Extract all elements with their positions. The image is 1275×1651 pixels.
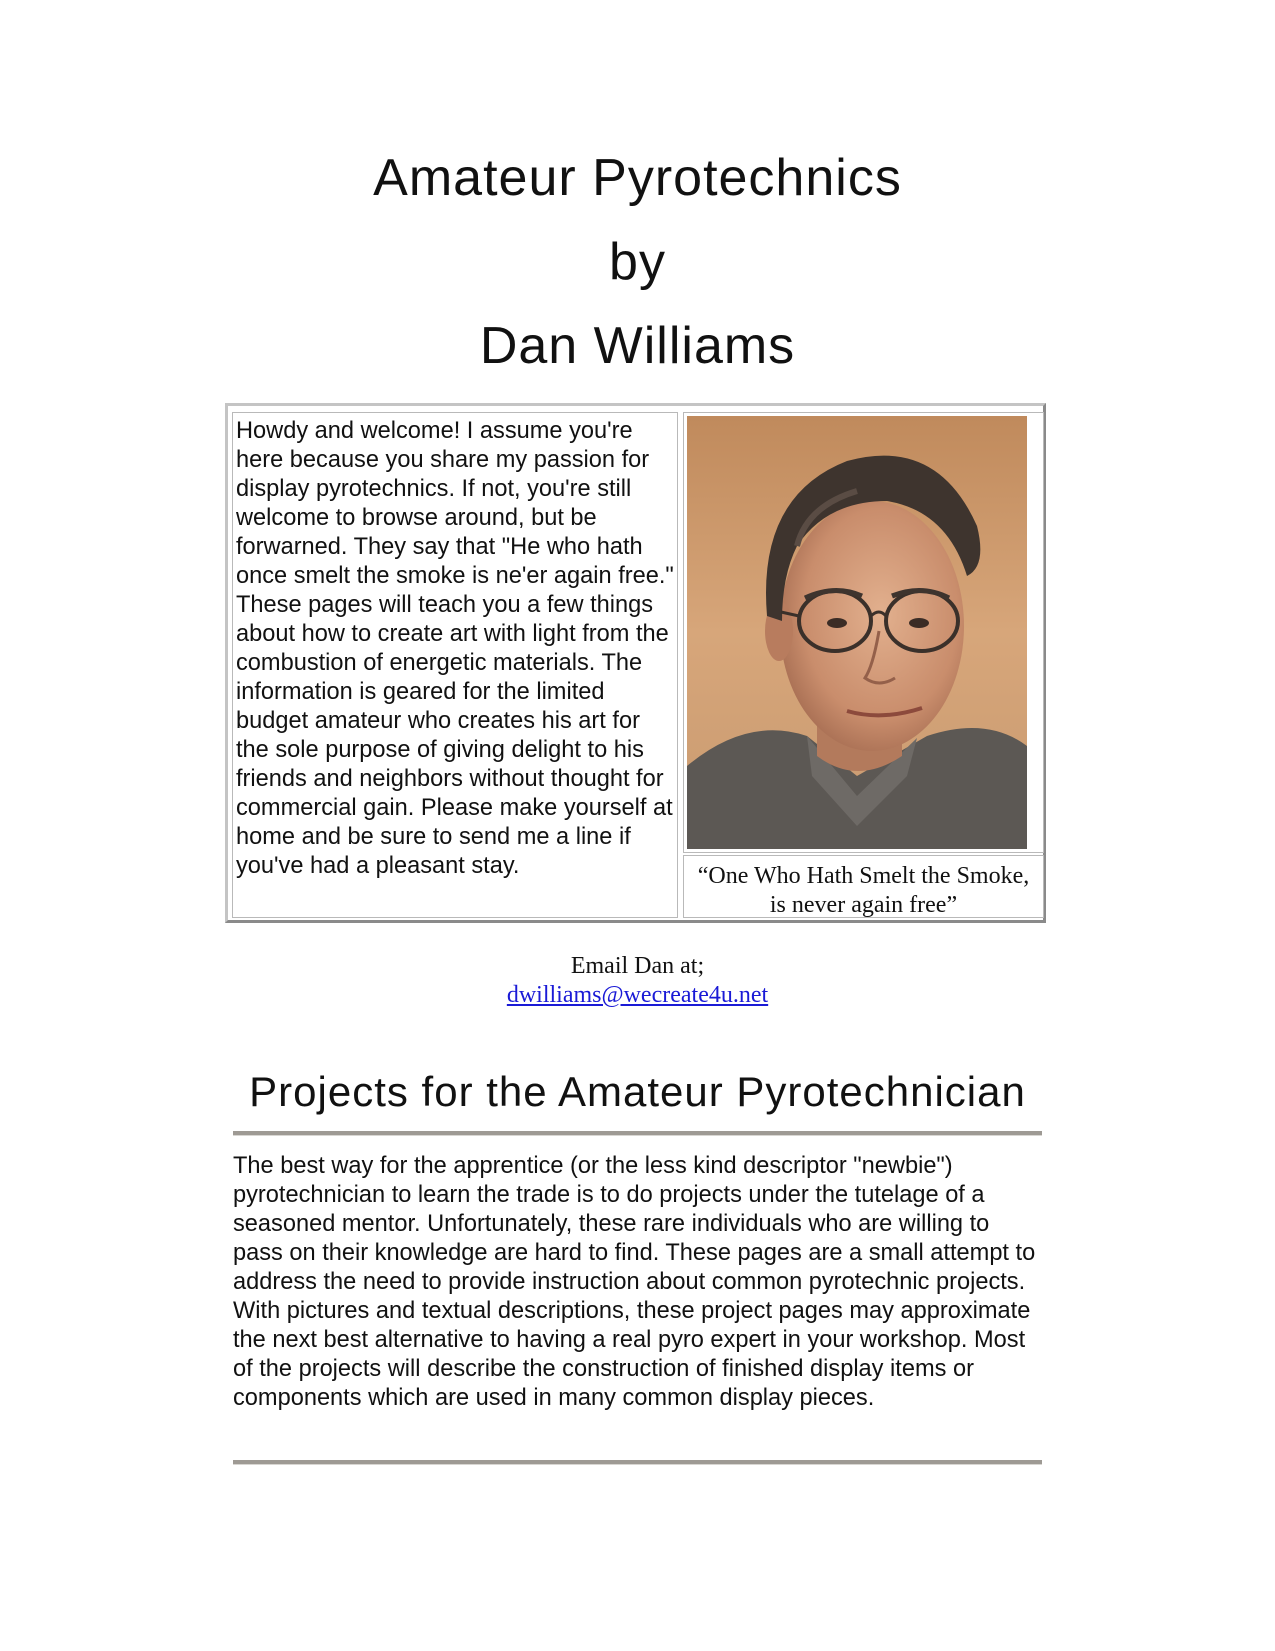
byline-by: by [609,233,666,291]
intro-table [225,403,1046,923]
email-label: Email Dan at; [570,953,705,979]
email-link[interactable]: dwilliams@wecreate4u.net [506,982,769,1008]
photo-caption-line-1: “One Who Hath Smelt the Smoke, [697,863,1030,889]
author-name: Dan Williams [479,317,796,375]
intro-paragraph: Howdy and welcome! I assume you're here because you share my passion for display pyrotechnics. If not, you're still welcome to browse around, but be forwarned. They say that "He who hath once smelt the smoke is ne'er again free." These pages will teach you a few things about how to create art with light from the combustion of energetic materials. The information is geared for the limited budget amateur who creates his art for the sole purpose of giving delight to his friends and neighbors without thought for commercial gain. Please make yourself at home and be sure to send me a line if you've had a pleasant stay. [236,418,674,879]
intro-text-cell [232,412,678,918]
page-title: Amateur Pyrotechnics [373,149,902,207]
author-portrait [687,416,1027,849]
horizontal-rule-top [233,1131,1042,1136]
email-block [0,952,1275,1010]
photo-cell [683,412,1044,853]
projects-paragraph: The best way for the apprentice (or the less kind descriptor "newbie") pyrotechnician to learn the trade is to do projects under the tutelage of a seasoned mentor. Unfortunately, these rare individuals who are willing to pass on their knowledge are hard to find. These pages are a small attempt to address the need to provide instruction about common pyrotechnic projects. With pictures and textual descriptions, these project pages may approximate the next best alternative to having a real pyro expert in your workshop. Most of the projects will describe the construction of finished display items or components which are used in many common display pieces. [233,1153,1036,1411]
horizontal-rule-bottom [233,1460,1042,1465]
photo-caption-cell [683,855,1044,918]
projects-heading: Projects for the Amateur Pyrotechnician [249,1068,1026,1115]
photo-caption-line-2: is never again free” [769,892,958,918]
